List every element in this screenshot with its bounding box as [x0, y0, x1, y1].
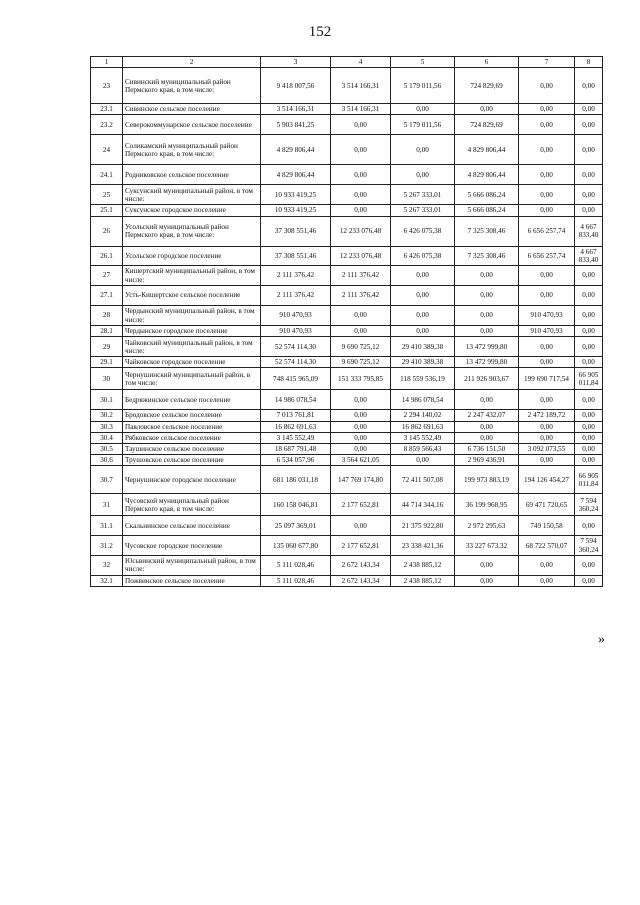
amount-cell: 6 736 151,50: [455, 444, 519, 455]
row-number: 23.2: [91, 115, 123, 135]
amount-cell: 13 472 999,80: [455, 357, 519, 368]
municipality-name: Пожвинское сельское поселение: [123, 575, 261, 586]
amount-cell: 14 986 078,54: [261, 390, 331, 410]
amount-cell: 9 690 725,12: [331, 337, 391, 357]
column-number: 2: [123, 57, 261, 68]
amount-cell: 4 829 806,44: [261, 165, 331, 185]
table-row: [91, 466, 603, 494]
municipality-name: Чайковский муниципальный район, в том числе:: [123, 337, 261, 357]
amount-cell: 0,00: [455, 286, 519, 306]
amount-cell: 0,00: [331, 390, 391, 410]
amount-cell: 44 714 344,16: [391, 494, 455, 516]
amount-cell: 10 933 419,25: [261, 185, 331, 205]
row-number: 25: [91, 185, 123, 205]
amount-cell: 0,00: [391, 165, 455, 185]
table-row: [91, 368, 603, 390]
amount-cell: 52 574 114,30: [261, 357, 331, 368]
table-row: [91, 115, 603, 135]
amount-cell: 0,00: [519, 185, 575, 205]
amount-cell: 0,00: [575, 432, 603, 443]
row-number: 29: [91, 337, 123, 357]
amount-cell: 147 769 174,80: [331, 466, 391, 494]
row-number: 29.1: [91, 357, 123, 368]
amount-cell: 9 418 007,56: [261, 68, 331, 104]
municipality-name: Северокоммунарское сельское поселение: [123, 115, 261, 135]
amount-cell: 5 267 333,01: [391, 205, 455, 216]
amount-cell: 0,00: [391, 455, 455, 466]
amount-cell: 0,00: [575, 357, 603, 368]
column-number: 3: [261, 57, 331, 68]
amount-cell: 0,00: [575, 115, 603, 135]
row-number: 23.1: [91, 104, 123, 115]
municipality-name: Чердынский муниципальный район, в том числе:: [123, 306, 261, 326]
row-number: 31.1: [91, 516, 123, 536]
amount-cell: 0,00: [455, 432, 519, 443]
amount-cell: 14 986 078,54: [391, 390, 455, 410]
amount-cell: 160 158 046,81: [261, 494, 331, 516]
amount-cell: 9 690 725,12: [331, 357, 391, 368]
amount-cell: 3 145 552,49: [261, 432, 331, 443]
amount-cell: 3 564 621,05: [331, 455, 391, 466]
amount-cell: 12 233 076,48: [331, 246, 391, 265]
amount-cell: 0,00: [575, 306, 603, 326]
column-number: 6: [455, 57, 519, 68]
amount-cell: 37 308 551,46: [261, 216, 331, 246]
municipality-name: Трушовское сельское поселение: [123, 455, 261, 466]
amount-cell: 69 471 720,65: [519, 494, 575, 516]
row-number: 30.5: [91, 444, 123, 455]
amount-cell: 199 973 883,19: [455, 466, 519, 494]
table-row: [91, 216, 603, 246]
municipality-name: Таушинское сельское поселение: [123, 444, 261, 455]
table-row: [91, 390, 603, 410]
amount-cell: 5 111 028,46: [261, 575, 331, 586]
municipality-name: Суксунский муниципальный район, в том числе:: [123, 185, 261, 205]
amount-cell: 7 594 360,24: [575, 536, 603, 555]
amount-cell: 2 111 376,42: [261, 266, 331, 286]
amount-cell: 36 199 968,95: [455, 494, 519, 516]
table-row: [91, 266, 603, 286]
amount-cell: 5 666 086,24: [455, 205, 519, 216]
amount-cell: 910 470,93: [261, 306, 331, 326]
table-row: [91, 494, 603, 516]
amount-cell: 0,00: [331, 421, 391, 432]
amount-cell: 0,00: [575, 205, 603, 216]
table-row: [91, 104, 603, 115]
table-row: [91, 337, 603, 357]
amount-cell: 748 415 965,09: [261, 368, 331, 390]
amount-cell: 0,00: [519, 575, 575, 586]
row-number: 24.1: [91, 165, 123, 185]
amount-cell: 18 687 791,48: [261, 444, 331, 455]
row-number: 30.7: [91, 466, 123, 494]
amount-cell: 0,00: [331, 165, 391, 185]
municipality-name: Рябковское сельское поселение: [123, 432, 261, 443]
amount-cell: 23 338 421,36: [391, 536, 455, 555]
column-number: 5: [391, 57, 455, 68]
amount-cell: 211 926 903,67: [455, 368, 519, 390]
amount-cell: 0,00: [331, 135, 391, 165]
municipality-name: Бродовское сельское поселение: [123, 410, 261, 421]
amount-cell: 66 905 011,84: [575, 368, 603, 390]
amount-cell: 4 829 806,44: [455, 135, 519, 165]
amount-cell: 0,00: [519, 135, 575, 165]
amount-cell: 16 862 691,63: [391, 421, 455, 432]
amount-cell: 0,00: [519, 421, 575, 432]
amount-cell: 0,00: [575, 68, 603, 104]
amount-cell: 3 514 166,31: [331, 68, 391, 104]
amount-cell: 0,00: [575, 135, 603, 165]
amount-cell: 2 111 376,42: [331, 266, 391, 286]
column-number: 8: [575, 57, 603, 68]
row-number: 30: [91, 368, 123, 390]
municipality-name: Суксунское городское поселение: [123, 205, 261, 216]
amount-cell: 724 829,69: [455, 68, 519, 104]
amount-cell: 0,00: [391, 104, 455, 115]
municipality-name: Родниковское сельское поселение: [123, 165, 261, 185]
municipality-name: Усольский муниципальный район Пермского края, в том числе:: [123, 216, 261, 246]
amount-cell: 7 013 761,81: [261, 410, 331, 421]
amount-cell: 0,00: [331, 306, 391, 326]
table-row: [91, 410, 603, 421]
amount-cell: 0,00: [519, 165, 575, 185]
row-number: 30.6: [91, 455, 123, 466]
amount-cell: 3 514 166,31: [261, 104, 331, 115]
amount-cell: 0,00: [519, 68, 575, 104]
amount-cell: 0,00: [391, 135, 455, 165]
amount-cell: 0,00: [519, 432, 575, 443]
amount-cell: 749 150,58: [519, 516, 575, 536]
row-number: 31.2: [91, 536, 123, 555]
table-row: [91, 246, 603, 265]
municipality-name: Сивинский муниципальный район Пермского края, в том числе:: [123, 68, 261, 104]
amount-cell: 0,00: [575, 421, 603, 432]
row-number: 24: [91, 135, 123, 165]
amount-cell: 0,00: [331, 326, 391, 337]
amount-cell: 0,00: [391, 306, 455, 326]
budget-table: [90, 56, 603, 587]
amount-cell: 5 179 011,56: [391, 68, 455, 104]
table-row: [91, 444, 603, 455]
table-row: [91, 421, 603, 432]
amount-cell: 2 472 189,72: [519, 410, 575, 421]
amount-cell: 7 325 308,46: [455, 216, 519, 246]
amount-cell: 0,00: [455, 104, 519, 115]
amount-cell: 5 267 333,01: [391, 185, 455, 205]
row-number: 32.1: [91, 575, 123, 586]
amount-cell: 2 111 376,42: [261, 286, 331, 306]
amount-cell: 2 111 376,42: [331, 286, 391, 306]
page-number: 152: [308, 24, 332, 40]
amount-cell: 0,00: [391, 286, 455, 306]
row-number: 30.3: [91, 421, 123, 432]
amount-cell: 8 859 566,43: [391, 444, 455, 455]
amount-cell: 724 829,69: [455, 115, 519, 135]
amount-cell: 0,00: [575, 444, 603, 455]
municipality-name: Кишертский муниципальный район, в том числе:: [123, 266, 261, 286]
amount-cell: 0,00: [575, 266, 603, 286]
row-number: 26.1: [91, 246, 123, 265]
column-number: 4: [331, 57, 391, 68]
amount-cell: 13 472 999,80: [455, 337, 519, 357]
amount-cell: 0,00: [519, 266, 575, 286]
amount-cell: 0,00: [575, 410, 603, 421]
amount-cell: 7 594 360,24: [575, 494, 603, 516]
amount-cell: 6 426 075,38: [391, 246, 455, 265]
amount-cell: 0,00: [575, 286, 603, 306]
table-row: [91, 205, 603, 216]
municipality-name: Скальнинское сельское поселение: [123, 516, 261, 536]
amount-cell: 0,00: [519, 104, 575, 115]
table-row: [91, 326, 603, 337]
amount-cell: 29 410 389,38: [391, 337, 455, 357]
amount-cell: 52 574 114,30: [261, 337, 331, 357]
amount-cell: 2 438 885,12: [391, 575, 455, 586]
amount-cell: 29 410 389,38: [391, 357, 455, 368]
municipality-name: Чернушинское городское поселение: [123, 466, 261, 494]
amount-cell: 7 325 308,46: [455, 246, 519, 265]
amount-cell: 0,00: [455, 326, 519, 337]
amount-cell: 2 247 432,07: [455, 410, 519, 421]
row-number: 27: [91, 266, 123, 286]
amount-cell: 25 097 369,01: [261, 516, 331, 536]
table-row: [91, 135, 603, 165]
table-row: [91, 575, 603, 586]
amount-cell: 6 426 075,38: [391, 216, 455, 246]
amount-cell: 118 559 536,19: [391, 368, 455, 390]
row-number: 23: [91, 68, 123, 104]
amount-cell: 910 470,93: [519, 306, 575, 326]
amount-cell: 2 672 143,34: [331, 555, 391, 575]
column-number: 7: [519, 57, 575, 68]
amount-cell: 5 666 086,24: [455, 185, 519, 205]
amount-cell: 0,00: [519, 390, 575, 410]
row-number: 27.1: [91, 286, 123, 306]
row-number: 31: [91, 494, 123, 516]
amount-cell: 0,00: [575, 575, 603, 586]
amount-cell: 2 672 143,34: [331, 575, 391, 586]
amount-cell: 0,00: [391, 326, 455, 337]
table-row: [91, 536, 603, 555]
municipality-name: Соликамский муниципальный район Пермского края, в том числе:: [123, 135, 261, 165]
amount-cell: 0,00: [331, 185, 391, 205]
amount-cell: 37 308 551,46: [261, 246, 331, 265]
amount-cell: 5 903 841,25: [261, 115, 331, 135]
amount-cell: 0,00: [519, 357, 575, 368]
amount-cell: 199 690 717,54: [519, 368, 575, 390]
amount-cell: 0,00: [519, 115, 575, 135]
header-row: [91, 57, 603, 68]
municipality-name: Чердынское городское поселение: [123, 326, 261, 337]
table-row: [91, 165, 603, 185]
amount-cell: 6 656 257,74: [519, 246, 575, 265]
amount-cell: 10 933 419,25: [261, 205, 331, 216]
table-row: [91, 357, 603, 368]
row-number: 32: [91, 555, 123, 575]
table-row: [91, 68, 603, 104]
amount-cell: 0,00: [575, 390, 603, 410]
municipality-name: Чусовской муниципальный район Пермского края, в том числе:: [123, 494, 261, 516]
municipality-name: Павловское сельское поселение: [123, 421, 261, 432]
amount-cell: 33 227 673,32: [455, 536, 519, 555]
amount-cell: 0,00: [519, 337, 575, 357]
amount-cell: 2 294 140,02: [391, 410, 455, 421]
row-number: 28: [91, 306, 123, 326]
municipality-name: Чусовское городское поселение: [123, 536, 261, 555]
amount-cell: 12 233 076,48: [331, 216, 391, 246]
amount-cell: 0,00: [575, 165, 603, 185]
amount-cell: 0,00: [391, 266, 455, 286]
amount-cell: 68 722 570,07: [519, 536, 575, 555]
amount-cell: 6 534 057,96: [261, 455, 331, 466]
amount-cell: 0,00: [331, 410, 391, 421]
municipality-name: Юсьвинский муниципальный район, в том числе:: [123, 555, 261, 575]
amount-cell: 0,00: [331, 115, 391, 135]
row-number: 26: [91, 216, 123, 246]
amount-cell: 5 111 028,46: [261, 555, 331, 575]
amount-cell: 0,00: [575, 326, 603, 337]
amount-cell: 0,00: [455, 390, 519, 410]
table-row: [91, 455, 603, 466]
column-number: 1: [91, 57, 123, 68]
row-number: 30.4: [91, 432, 123, 443]
amount-cell: 0,00: [455, 575, 519, 586]
amount-cell: 681 186 031,18: [261, 466, 331, 494]
municipality-name: Усольское городское поселение: [123, 246, 261, 265]
row-number: 28.1: [91, 326, 123, 337]
amount-cell: 3 092 073,55: [519, 444, 575, 455]
amount-cell: 0,00: [575, 185, 603, 205]
amount-cell: 194 126 454,27: [519, 466, 575, 494]
amount-cell: 0,00: [575, 455, 603, 466]
table-row: [91, 286, 603, 306]
municipality-name: Чернушинский муниципальный район, в том числе:: [123, 368, 261, 390]
amount-cell: 0,00: [575, 337, 603, 357]
amount-cell: 135 060 677,80: [261, 536, 331, 555]
amount-cell: 4 667 833,40: [575, 246, 603, 265]
amount-cell: 0,00: [519, 286, 575, 306]
table-row: [91, 306, 603, 326]
amount-cell: 910 470,93: [261, 326, 331, 337]
amount-cell: 66 905 011,84: [575, 466, 603, 494]
amount-cell: 0,00: [519, 205, 575, 216]
amount-cell: 4 829 806,44: [261, 135, 331, 165]
amount-cell: 5 179 011,56: [391, 115, 455, 135]
continuation-mark: »: [598, 632, 605, 647]
row-number: 25.1: [91, 205, 123, 216]
amount-cell: 910 470,93: [519, 326, 575, 337]
amount-cell: 2 438 885,12: [391, 555, 455, 575]
amount-cell: 151 333 795,85: [331, 368, 391, 390]
municipality-name: Сивинское сельское поселение: [123, 104, 261, 115]
amount-cell: 0,00: [575, 516, 603, 536]
table-row: [91, 516, 603, 536]
amount-cell: 4 829 806,44: [455, 165, 519, 185]
amount-cell: 0,00: [331, 205, 391, 216]
municipality-name: Чайковское городское поселение: [123, 357, 261, 368]
amount-cell: 3 514 166,31: [331, 104, 391, 115]
row-number: 30.1: [91, 390, 123, 410]
amount-cell: 0,00: [575, 555, 603, 575]
amount-cell: 3 145 552,49: [391, 432, 455, 443]
amount-cell: 0,00: [455, 306, 519, 326]
amount-cell: 72 411 507,08: [391, 466, 455, 494]
amount-cell: 21 375 922,80: [391, 516, 455, 536]
amount-cell: 0,00: [455, 555, 519, 575]
amount-cell: 16 862 691,63: [261, 421, 331, 432]
amount-cell: 6 656 257,74: [519, 216, 575, 246]
amount-cell: 0,00: [331, 432, 391, 443]
amount-cell: 0,00: [331, 444, 391, 455]
amount-cell: 0,00: [575, 104, 603, 115]
table-row: [91, 185, 603, 205]
table-row: [91, 432, 603, 443]
table-row: [91, 555, 603, 575]
amount-cell: 2 972 295,63: [455, 516, 519, 536]
amount-cell: 2 969 436,91: [455, 455, 519, 466]
amount-cell: 0,00: [331, 516, 391, 536]
amount-cell: 2 177 652,81: [331, 536, 391, 555]
row-number: 30.2: [91, 410, 123, 421]
municipality-name: Бедряжинское сельское поселение: [123, 390, 261, 410]
municipality-name: Усть-Кишертское сельское поселение: [123, 286, 261, 306]
amount-cell: 0,00: [519, 555, 575, 575]
amount-cell: 0,00: [455, 421, 519, 432]
amount-cell: 4 667 833,40: [575, 216, 603, 246]
amount-cell: 0,00: [519, 455, 575, 466]
amount-cell: 2 177 652,81: [331, 494, 391, 516]
amount-cell: 0,00: [455, 266, 519, 286]
